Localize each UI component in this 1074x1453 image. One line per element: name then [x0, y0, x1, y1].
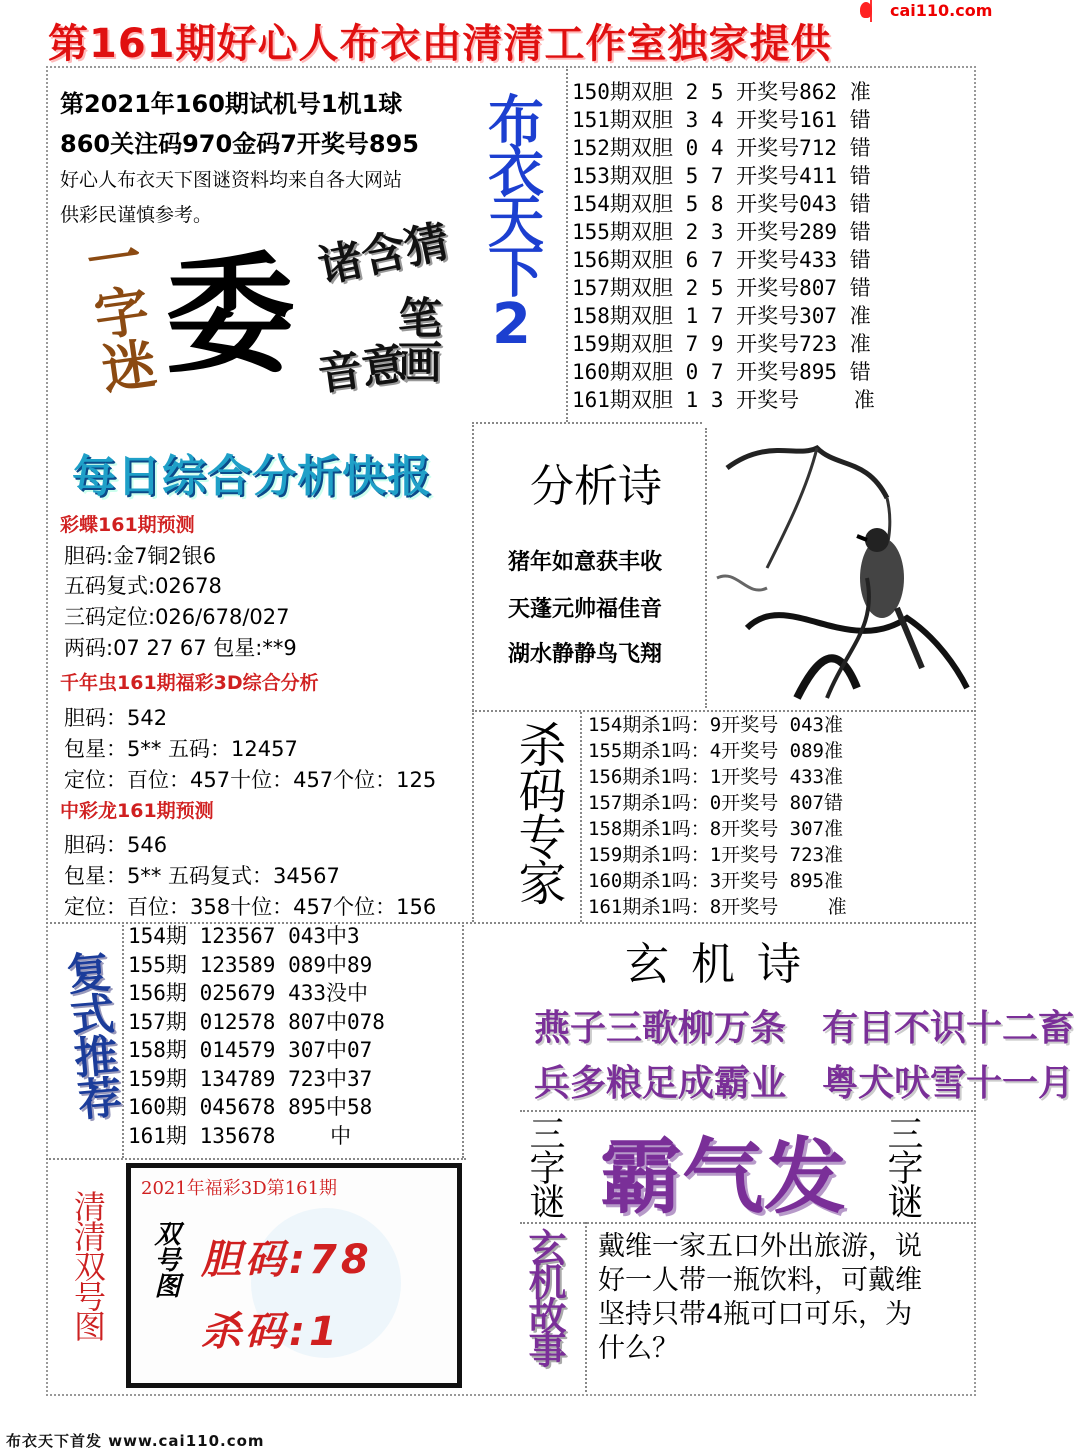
footer-text: 布衣天下首发 www.cai110.com	[6, 1432, 265, 1450]
riddle-label: 一字迷	[74, 227, 161, 397]
table-row: 157期杀1吗：0开奖号 807错	[588, 792, 843, 814]
table-row: 158期双胆 1 7 开奖号307 准	[572, 304, 871, 328]
site-badge[interactable]	[870, 0, 1000, 22]
riddle-char: 委	[165, 239, 296, 391]
intro-line-2: 860关注码970金码7开奖号895	[60, 130, 419, 158]
board-side: 双号图	[150, 1220, 180, 1298]
table-row: 158期 014579 307中07	[128, 1038, 373, 1062]
kill-label: 杀码专家	[510, 720, 566, 904]
caidie-line-2: 五码复式:02678	[64, 574, 222, 598]
table-row: 154期双胆 5 8 开奖号043 错	[572, 192, 871, 216]
separator	[585, 1222, 587, 1392]
zhongcai-title: 中彩龙161期预测	[60, 800, 214, 822]
table-row: 156期双胆 6 7 开奖号433 错	[572, 248, 871, 272]
qiannian-line-3: 定位：百位：457十位：457个位：125	[64, 768, 437, 792]
fushi-table	[128, 922, 468, 1150]
table-row: 157期 012578 807中078	[128, 1009, 385, 1034]
page-header	[0, 0, 1000, 68]
zhongcai-line-3: 定位：百位：358十位：457个位：156	[64, 895, 437, 919]
bird-painting	[705, 428, 975, 708]
site-url: cai110.com	[890, 1, 993, 20]
zhongcai-line-2: 包星：5** 五码复式：34567	[64, 864, 340, 888]
ink-bird-icon	[707, 428, 977, 708]
separator	[580, 712, 582, 922]
double-dan-table	[572, 78, 972, 414]
poem-title: 分析诗	[530, 461, 662, 512]
table-row: 157期双胆 2 5 开奖号807 错	[572, 276, 871, 300]
caidie-title: 彩蝶161期预测	[60, 514, 195, 536]
riddle-hint-1: 诸含猜	[314, 215, 454, 294]
poem-line-3: 湖水静静鸟飞翔	[508, 642, 663, 667]
table-row: 160期 045678 895中58	[128, 1095, 373, 1119]
flame-icon	[860, 2, 872, 18]
board-title: 2021年福彩3D第161期	[141, 1178, 338, 1199]
table-row: 158期杀1吗：8开奖号 307准	[588, 818, 843, 840]
riddle-hint-2: 笔画	[390, 295, 441, 383]
table-row: 156期 025679 433没中	[128, 981, 369, 1005]
separator	[122, 922, 124, 1158]
table-row: 153期双胆 5 7 开奖号411 错	[572, 164, 871, 188]
separator	[472, 422, 702, 424]
three-char-main: 霸气发	[600, 1130, 847, 1225]
fushi-label: 复式推荐	[56, 948, 123, 1120]
poem-line-1: 猪年如意获丰收	[508, 550, 663, 575]
table-row: 159期 134789 723中37	[128, 1066, 373, 1091]
table-row: 161期双胆 1 3 开奖号 准	[572, 388, 875, 412]
brand-text: 布衣天下2	[479, 92, 544, 351]
riddle-hint-3: 音意	[314, 338, 410, 401]
page-title: 第161期好心人布衣由清清工作室独家提供	[48, 21, 832, 67]
qingqing-board	[126, 1163, 462, 1388]
xuanji-poem-line-1: 燕子三歌柳万条 有目不识十二畜	[534, 1008, 1074, 1049]
caidie-line-4: 两码:07 27 67 包星:**9	[64, 636, 297, 660]
three-char-left: 三字谜	[524, 1115, 565, 1217]
xuanji-poem-title: 玄 机 诗	[625, 939, 805, 990]
separator	[566, 66, 568, 422]
kill-table	[588, 712, 973, 920]
table-row: 160期双胆 0 7 开奖号895 错	[572, 360, 871, 384]
intro-line-4: 供彩民谨慎参考。	[60, 204, 213, 226]
intro-line-1: 第2021年160期试机号1机1球	[60, 90, 403, 118]
table-row: 159期杀1吗：1开奖号 723准	[588, 844, 843, 866]
xuanji-poem-line-2: 兵多粮足成霸业 粤犬吠雪十一月	[534, 1063, 1074, 1104]
table-row: 156期杀1吗：1开奖号 433准	[588, 766, 843, 788]
table-row: 151期双胆 3 4 开奖号161 错	[572, 108, 871, 132]
intro-line-3: 好心人布衣天下图谜资料均来自各大网站	[60, 169, 403, 191]
table-row: 154期杀1吗：9开奖号 043准	[588, 714, 843, 736]
qiannian-line-1: 胆码：542	[64, 706, 168, 730]
zhongcai-line-1: 胆码：546	[64, 833, 168, 857]
qiannian-title: 千年虫161期福彩3D综合分析	[60, 672, 319, 694]
separator	[462, 922, 464, 1158]
qiannian-line-2: 包星：5** 五码：12457	[64, 737, 298, 761]
three-char-right: 三字谜	[882, 1115, 923, 1217]
story-text: 戴维一家五口外出旅游，说好一人带一瓶饮料，可戴维坚持只带4瓶可口可乐，为什么？	[598, 1231, 922, 1364]
table-row: 155期 123589 089中89	[128, 952, 373, 977]
table-row: 159期双胆 7 9 开奖号723 准	[572, 332, 871, 356]
sha-code: 杀码:1	[201, 1309, 341, 1355]
dan-code: 胆码:78	[201, 1237, 373, 1283]
separator	[46, 1158, 466, 1160]
separator	[520, 1222, 976, 1224]
story-label: 玄机故事	[522, 1228, 567, 1364]
caidie-line-1: 胆码:金7铜2银6	[64, 544, 217, 568]
poem-line-2: 天蓬元帅福佳音	[508, 597, 663, 622]
separator	[472, 422, 474, 922]
table-row: 150期双胆 2 5 开奖号862 准	[572, 80, 871, 104]
caidie-line-3: 三码定位:026/678/027	[64, 605, 290, 629]
table-row: 155期双胆 2 3 开奖号289 错	[572, 220, 871, 244]
table-row: 160期杀1吗：3开奖号 895准	[588, 870, 843, 892]
table-row: 161期 135678 中	[128, 1123, 352, 1148]
table-row: 152期双胆 0 4 开奖号712 错	[572, 136, 871, 160]
table-row: 155期杀1吗：4开奖号 089准	[588, 740, 843, 762]
daily-title: 每日综合分析快报	[72, 451, 432, 502]
table-row: 154期 123567 043中3	[128, 924, 360, 948]
table-row: 161期杀1吗：8开奖号 准	[588, 896, 847, 918]
qingqing-label: 清清双号图	[69, 1190, 107, 1340]
